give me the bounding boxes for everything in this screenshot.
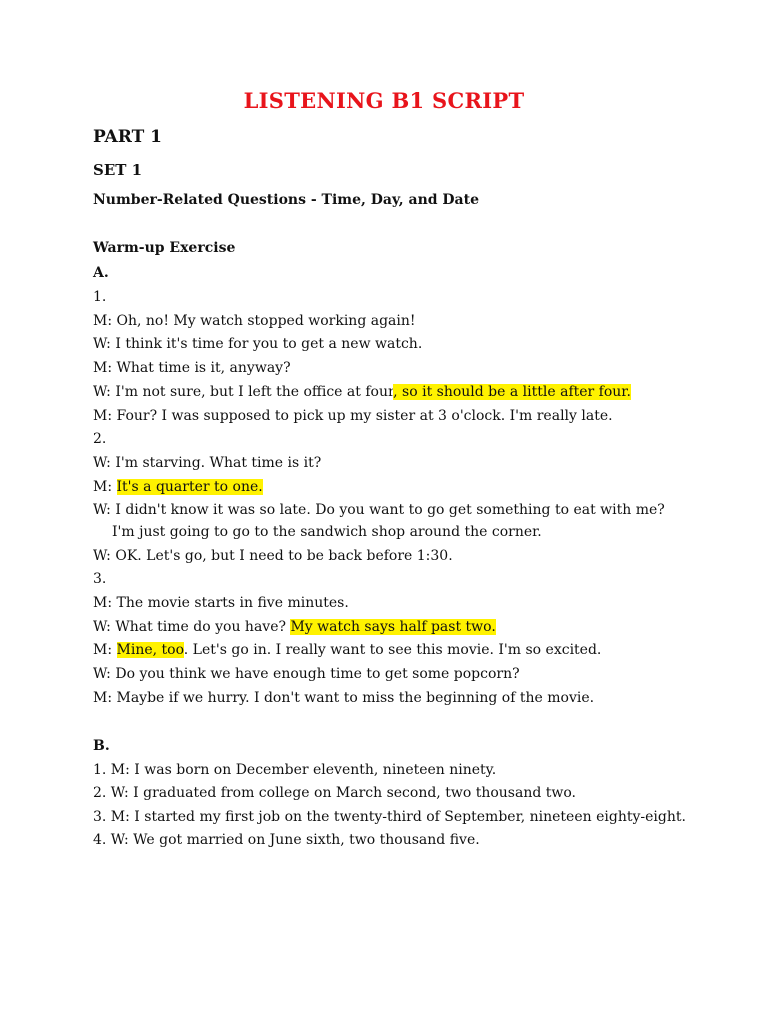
q2-line-2-speaker: M: bbox=[93, 479, 117, 495]
q1-line-4-text: W: I'm not sure, but I left the office at four bbox=[93, 384, 394, 400]
q1-line-5: M: Four? I was supposed to pick up my sister at 3 o'clock. I'm really late. bbox=[93, 408, 613, 424]
q1-line-1: M: Oh, no! My watch stopped working again! bbox=[93, 313, 416, 329]
section-b-label: B. bbox=[93, 738, 110, 754]
q2-line-3: W: I didn't know it was so late. Do you want to go get something to eat with me? bbox=[93, 502, 665, 518]
q1-number: 1. bbox=[93, 289, 107, 305]
q2-line-2 bbox=[93, 477, 263, 497]
q3-line-2-text: W: What time do you have? bbox=[93, 619, 291, 635]
q3-line-3-speaker: M: bbox=[93, 642, 117, 658]
q2-line-3-continued: I'm just going to go to the sandwich shop around the corner. bbox=[112, 524, 542, 540]
section-b-item: 4. W: We got married on June sixth, two thousand five. bbox=[93, 832, 480, 848]
q2-line-4: W: OK. Let's go, but I need to be back before 1:30. bbox=[93, 548, 453, 564]
q1-answer-highlight: , so it should be a little after four. bbox=[393, 384, 631, 400]
topic-heading: Number-Related Questions - Time, Day, and Date bbox=[93, 192, 480, 208]
section-b-item: 2. W: I graduated from college on March second, two thousand two. bbox=[93, 785, 576, 801]
q1-line-3: M: What time is it, anyway? bbox=[93, 360, 291, 376]
q1-line-2: W: I think it's time for you to get a new watch. bbox=[93, 336, 423, 352]
q3-line-4: W: Do you think we have enough time to get some popcorn? bbox=[93, 666, 520, 682]
q3-line-3-text: . Let's go in. I really want to see this movie. I'm so excited. bbox=[183, 642, 602, 658]
q2-number: 2. bbox=[93, 431, 107, 447]
q3-reply-highlight: Mine, too bbox=[116, 642, 184, 658]
q3-answer-highlight: My watch says half past two. bbox=[290, 619, 496, 635]
document-title: LISTENING B1 SCRIPT bbox=[243, 88, 525, 113]
q1-line-4 bbox=[93, 382, 631, 402]
section-a-label: A. bbox=[93, 265, 109, 281]
q3-number: 3. bbox=[93, 571, 107, 587]
set-heading: SET 1 bbox=[93, 161, 143, 179]
q2-line-1: W: I'm starving. What time is it? bbox=[93, 455, 322, 471]
q2-answer-highlight: It's a quarter to one. bbox=[116, 479, 263, 495]
warmup-heading: Warm-up Exercise bbox=[93, 240, 236, 256]
q3-line-3 bbox=[93, 640, 601, 660]
section-b-item: 1. M: I was born on December eleventh, nineteen ninety. bbox=[93, 762, 497, 778]
q3-line-5: M: Maybe if we hurry. I don't want to miss the beginning of the movie. bbox=[93, 690, 595, 706]
part-heading: PART 1 bbox=[93, 127, 162, 147]
section-b-item: 3. M: I started my first job on the twenty-third of September, nineteen eighty-eight. bbox=[93, 809, 686, 825]
q3-line-2 bbox=[93, 617, 496, 637]
q3-line-1: M: The movie starts in five minutes. bbox=[93, 595, 349, 611]
